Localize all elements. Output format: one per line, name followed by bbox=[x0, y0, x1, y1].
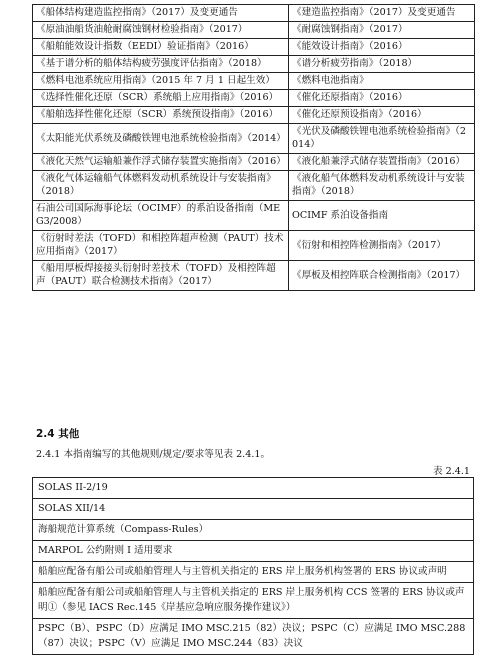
table-row bbox=[33, 261, 475, 291]
requirement-cell: SOLAS XII/14 bbox=[33, 499, 474, 520]
table-row bbox=[33, 562, 474, 583]
table-row bbox=[33, 583, 474, 619]
table-row bbox=[33, 73, 475, 90]
short-guideline-title-cell: 《催化还原指南》（2016） bbox=[289, 90, 475, 107]
short-guideline-title-cell: 《谱分析疲劳指南》（2018） bbox=[289, 56, 475, 73]
full-guideline-title-cell: 《船舶选择性催化还原（SCR）系统预设指南》（2016） bbox=[33, 107, 289, 124]
table-row bbox=[33, 499, 474, 520]
section-intro: 2.4.1 本指南编写的其他规则/规定/要求等见表 2.4.1。 bbox=[36, 449, 271, 460]
requirement-cell: MARPOL 公约附则 I 适用要求 bbox=[33, 541, 474, 562]
requirement-cell: PSPC（B）、PSPC（D）应满足 IMO MSC.215（82）决议；PSPC（C）应满足 IMO MSC.288（87）决议；PSPC（V）应满足 IMO MSC.244（83）决议 bbox=[33, 619, 474, 655]
table-row bbox=[33, 231, 475, 261]
full-guideline-title-cell: 《基于谱分析的船体结构疲劳强度评估指南》（2018） bbox=[33, 56, 289, 73]
short-guideline-title-cell: 《液化船兼浮式储存装置指南》（2016） bbox=[289, 154, 475, 171]
table-row bbox=[33, 107, 475, 124]
table-row bbox=[33, 56, 475, 73]
short-guideline-title-cell: 《燃料电池指南》 bbox=[289, 73, 475, 90]
full-guideline-title-cell: 石油公司国际海事论坛（OCIMF）的系泊设备指南（MEG3/2008） bbox=[33, 201, 289, 231]
full-guideline-title-cell: 《燃料电池系统应用指南》（2015 年 7 月 1 日起生效） bbox=[33, 73, 289, 90]
requirement-cell: 海船规范计算系统（Compass-Rules） bbox=[33, 520, 474, 541]
requirement-cell: SOLAS II-2/19 bbox=[33, 478, 474, 499]
table-row bbox=[33, 5, 475, 22]
table-label: 表 2.4.1 bbox=[432, 466, 470, 477]
full-guideline-title-cell: 《船舶能效设计指数（EEDI）验证指南》（2016） bbox=[33, 39, 289, 56]
table-row bbox=[33, 619, 474, 655]
section-heading: 2.4 其他 bbox=[36, 428, 80, 440]
full-guideline-title-cell: 《液化气体运输船气体燃料发动机系统设计与安装指南》（2018） bbox=[33, 171, 289, 201]
short-guideline-title-cell: OCIMF 系泊设备指南 bbox=[289, 201, 475, 231]
full-guideline-title-cell: 《船体结构建造监控指南》（2017）及变更通告 bbox=[33, 5, 289, 22]
table-row bbox=[33, 22, 475, 39]
full-guideline-title-cell: 《液化天然气运输船兼作浮式储存装置实施指南》（2016） bbox=[33, 154, 289, 171]
short-guideline-title-cell: 《催化还原预设指南》（2016） bbox=[289, 107, 475, 124]
short-guideline-title-cell: 《厚板及相控阵联合检测指南》（2017） bbox=[289, 261, 475, 291]
other-requirements-table bbox=[32, 477, 474, 655]
full-guideline-title-cell: 《衍射时差法（TOFD）和相控阵超声检测（PAUT）技术应用指南》（2017） bbox=[33, 231, 289, 261]
full-guideline-title-cell: 《原油油船货油舱耐腐蚀钢材检验指南》（2017） bbox=[33, 22, 289, 39]
table-row bbox=[33, 201, 475, 231]
guideline-mapping-table bbox=[32, 4, 475, 291]
short-guideline-title-cell: 《建造监控指南》（2017）及变更通告 bbox=[289, 5, 475, 22]
table-row bbox=[33, 541, 474, 562]
full-guideline-title-cell: 《太阳能光伏系统及磷酸铁锂电池系统检验指南》（2014） bbox=[33, 124, 289, 154]
table-row bbox=[33, 171, 475, 201]
table-row bbox=[33, 520, 474, 541]
short-guideline-title-cell: 《光伏及磷酸铁锂电池系统检验指南》（2014） bbox=[289, 124, 475, 154]
table-row bbox=[33, 154, 475, 171]
table-row bbox=[33, 39, 475, 56]
short-guideline-title-cell: 《耐腐蚀钢指南》（2017） bbox=[289, 22, 475, 39]
short-guideline-title-cell: 《衍射和相控阵检测指南》（2017） bbox=[289, 231, 475, 261]
table-row bbox=[33, 124, 475, 154]
short-guideline-title-cell: 《液化船气体燃料发动机系统设计与安装指南》（2018） bbox=[289, 171, 475, 201]
requirement-cell: 船舶应配备有船公司或船舶管理人与主管机关指定的 ERS 岸上服务机构 CCS 签署的 ERS 协议或声明①（参见 IACS Rec.145《岸基应急响应服务操作建议》） bbox=[33, 583, 474, 619]
requirement-cell: 船舶应配备有船公司或船舶管理人与主管机关指定的 ERS 岸上服务机构签署的 ERS 协议或声明 bbox=[33, 562, 474, 583]
table-row bbox=[33, 90, 475, 107]
full-guideline-title-cell: 《选择性催化还原（SCR）系统船上应用指南》（2016） bbox=[33, 90, 289, 107]
full-guideline-title-cell: 《船用厚板焊接接头衍射时差技术（TOFD）及相控阵超声（PAUT）联合检测技术指南》（2017） bbox=[33, 261, 289, 291]
short-guideline-title-cell: 《能效设计指南》（2016） bbox=[289, 39, 475, 56]
table-row bbox=[33, 478, 474, 499]
